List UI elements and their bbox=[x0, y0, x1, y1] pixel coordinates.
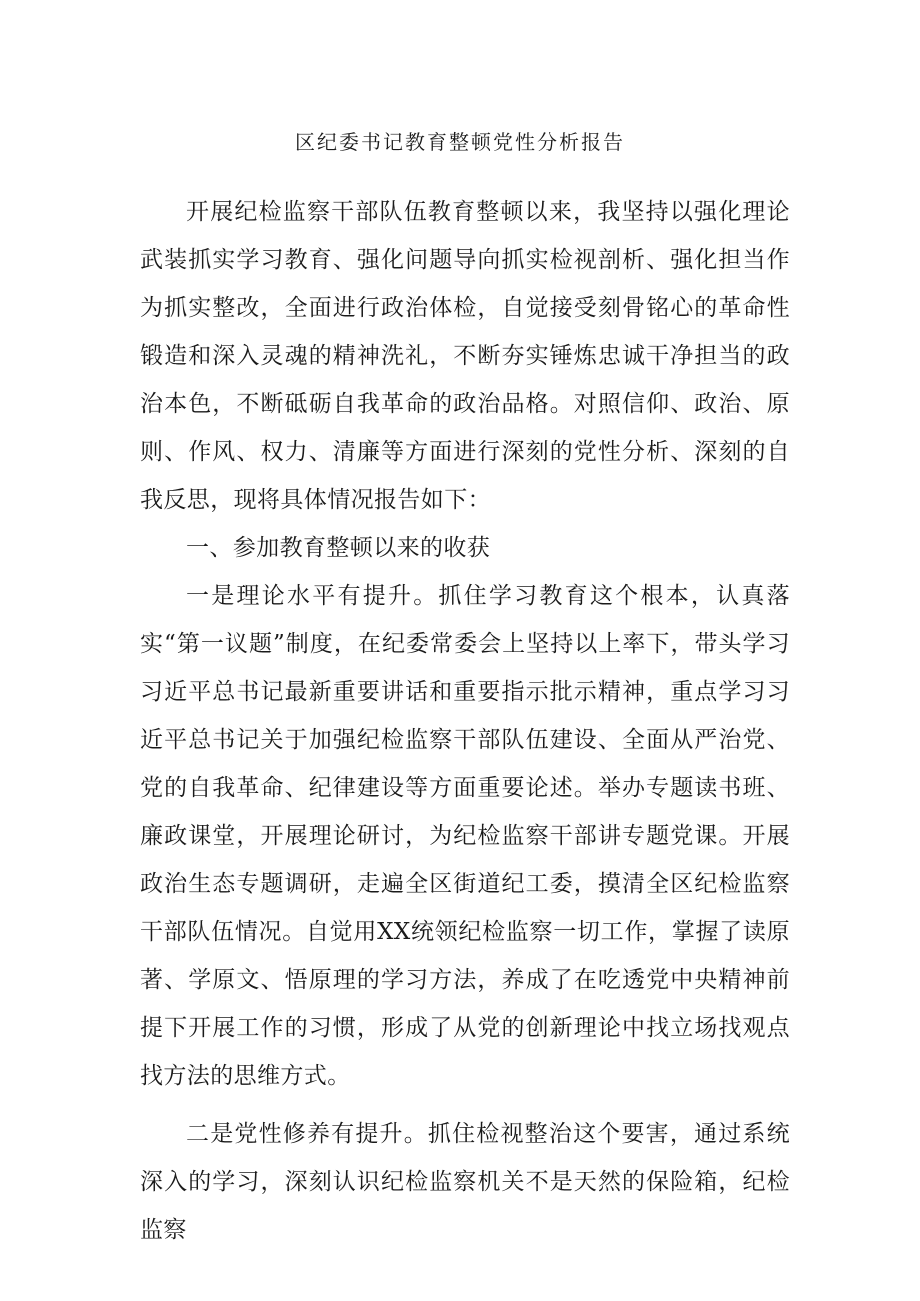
document-title: 区纪委书记教育整顿党性分析报告 bbox=[295, 130, 625, 154]
section-heading-gains: 一、参加教育整顿以来的收获 bbox=[186, 535, 491, 561]
document-body bbox=[140, 188, 790, 1254]
paragraph-theory-improvement: 一是理论水平有提升。抓住学习教育这个根本，认真落实“第一议题”制度，在纪委常委会上坚持以上率下，带头学习习近平总书记最新重要讲话和重要指示批示精神，重点学习习近平总书记关于加强纪检监察干部队伍建设、全面从严治党、党的自我革命、纪律建设等方面重要论述。举办专题读书班、廉政课堂，开展理论研讨，为纪检监察干部讲专题党课。开展政治生态专题调研，走遍全区街道纪工委，摸清全区纪检监察干部队伍情况。自觉用XX统领纪检监察一切工作，掌握了读原著、学原文、悟原理的学习方法，养成了在吃透党中央精神前提下开展工作的习惯，形成了从党的创新理论中找立场找观点找方法的思维方式。 bbox=[140, 583, 790, 1089]
paragraph-party-spirit-improvement: 二是党性修养有提升。抓住检视整治这个要害，通过系统深入的学习，深刻认识纪检监察机关不是天然的保险箱，纪检监察 bbox=[140, 1121, 790, 1243]
paragraph-intro: 开展纪检监察干部队伍教育整顿以来，我坚持以强化理论武装抓实学习教育、强化问题导向抓实检视剖析、强化担当作为抓实整改，全面进行政治体检，自觉接受刻骨铭心的革命性锻造和深入灵魂的精神洗礼，不断夯实锤炼忠诚干净担当的政治本色，不断砥砺自我革命的政治品格。对照信仰、政治、原则、作风、权力、清廉等方面进行深刻的党性分析、深刻的自我反思，现将具体情况报告如下： bbox=[140, 199, 790, 513]
